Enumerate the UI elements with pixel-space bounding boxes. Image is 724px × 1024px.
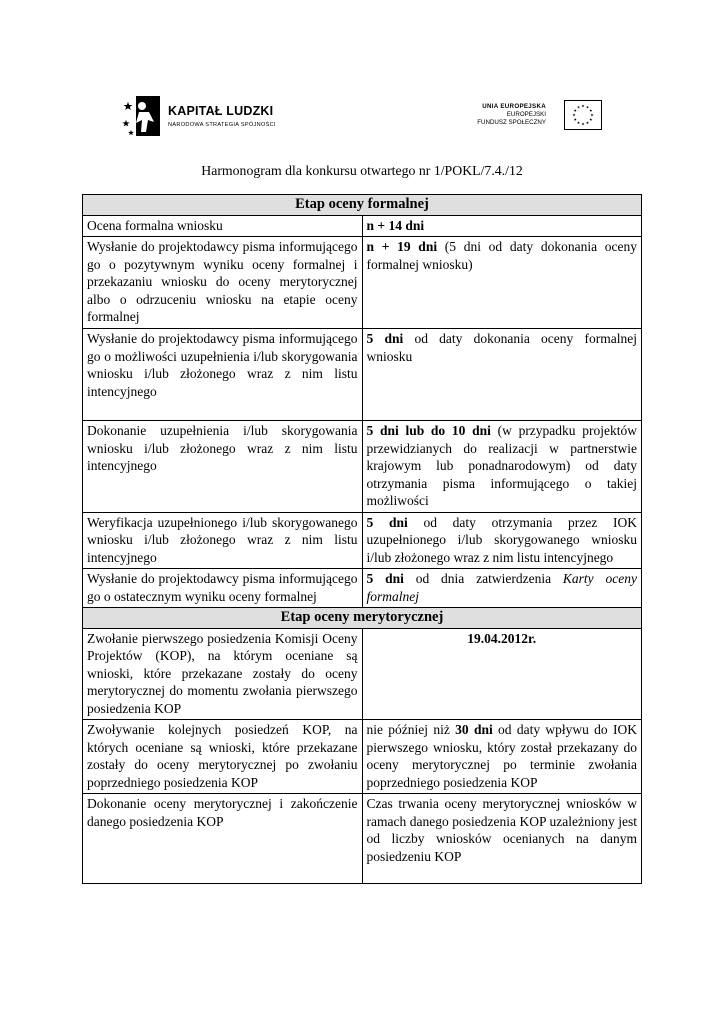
table-row (83, 720, 642, 794)
eu-logo-text (477, 103, 546, 127)
document-title: Harmonogram dla konkursu otwartego nr 1/POKL/7.4./12 (201, 163, 523, 178)
deadline-bold: 5 dni (366, 331, 404, 346)
table-row (83, 628, 642, 720)
schedule-table (82, 194, 642, 884)
step-cell: Wysłanie do projektodawcy pisma informującego go o możliwości uzupełnienia i/lub skorygowania wniosku i/lub złożonego wraz z nim listu intencyjnego (83, 329, 363, 421)
step-cell: Ocena formalna wniosku (83, 215, 363, 237)
deadline-cell (362, 628, 642, 720)
deadline-cell (362, 569, 642, 608)
deadline-bold: 19.04.2012r. (467, 630, 537, 646)
deadline-text: od daty dokonania oceny formalnej wniosku (366, 331, 637, 364)
step-cell: Weryfikacja uzupełnionego i/lub skorygowanego wniosku i/lub złożonego wraz z nim listu intencyjnego (83, 512, 363, 569)
deadline-bold: 30 dni (455, 722, 493, 737)
table-row (83, 569, 642, 608)
eu-line-1: UNIA EUROPEJSKA (482, 103, 546, 110)
deadline-cell (362, 512, 642, 569)
deadline-text: od daty wpływu do IOK pierwszego wniosku, który został przekazany do oceny merytorycznej po terminie zwołania poprzedniego posiedzenia KOP (366, 722, 637, 790)
table-row (83, 215, 642, 237)
deadline-cell (362, 215, 642, 237)
deadline-text: (5 dni od daty dokonania oceny formalnej wniosku) (366, 239, 637, 272)
deadline-text: (w przypadku projektów przewidzianych do realizacji w partnerstwie krajowym lub ponadnarodowym) od daty otrzymania pisma informującego o takiej możliwości (366, 423, 637, 508)
step-cell: Dokonanie uzupełnienia i/lub skorygowania wniosku i/lub złożonego wraz z nim listu intencyjnego (83, 421, 363, 513)
kapital-ludzki-mark-icon (122, 92, 162, 140)
deadline-bold: 5 dni lub do 10 dni (366, 423, 491, 438)
deadline-text: od dnia zatwierdzenia (403, 571, 563, 586)
deadline-bold: 5 dni (366, 571, 404, 586)
deadline-cell (362, 237, 642, 329)
eu-line-3: FUNDUSZ SPOŁECZNY (477, 119, 546, 126)
kapital-ludzki-logo (122, 92, 292, 140)
deadline-text: od daty otrzymania przez IOK uzupełnionego i/lub skorygowanego wniosku i/lub złożonego wraz z nim listu intencyjnego (366, 514, 637, 565)
section-heading: Etap oceny formalnej (83, 195, 642, 216)
table-row (83, 421, 642, 513)
deadline-bold: n + 19 dni (366, 239, 438, 254)
table-row (83, 237, 642, 329)
step-cell: Wysłanie do projektodawcy pisma informującego go o pozytywnym wyniku oceny formalnej i przekazaniu wniosku do oceny merytorycznej albo o odrzuceniu wniosku na etapie oceny formalnej (83, 237, 363, 329)
deadline-italic: Karty oceny formalnej (366, 571, 637, 604)
section-heading: Etap oceny merytorycznej (83, 608, 642, 629)
table-row (83, 329, 642, 421)
deadline-bold: 5 dni (366, 514, 408, 530)
logo-title: KAPITAŁ LUDZKI (168, 104, 274, 118)
deadline-text: Czas trwania oceny merytorycznej wniosków w ramach danego posiedzenia KOP uzależniony jest od liczby wniosków ocenianych na danym posiedzeniu KOP (366, 796, 637, 864)
logo-subtitle: NARODOWA STRATEGIA SPÓJNOŚCI (168, 122, 276, 128)
step-cell: Dokonanie oceny merytorycznej i zakończenie danego posiedzenia KOP (83, 794, 363, 884)
step-cell: Zwoływanie kolejnych posiedzeń KOP, na których oceniane są wnioski, które przekazane zostały do oceny merytorycznej po zwołaniu poprzedniego posiedzenia KOP (83, 720, 363, 794)
deadline-cell (362, 421, 642, 513)
section-header-row (83, 195, 642, 216)
deadline-cell (362, 329, 642, 421)
step-cell: Zwołanie pierwszego posiedzenia Komisji Oceny Projektów (KOP), na którym oceniane są wnioski, które przekazane zostały do oceny merytorycznej do momentu zwołania pierwszego posiedzenia KOP (83, 628, 363, 720)
deadline-cell (362, 720, 642, 794)
eu-line-2: EUROPEJSKI (506, 111, 546, 118)
deadline-cell (362, 794, 642, 884)
eu-flag-icon (564, 100, 602, 130)
step-cell: Wysłanie do projektodawcy pisma informującego go o ostatecznym wyniku oceny formalnej (83, 569, 363, 608)
deadline-bold: n + 14 dni (366, 217, 425, 233)
table-row (83, 794, 642, 884)
section-header-row (83, 608, 642, 629)
deadline-prefix: nie później niż (366, 722, 456, 737)
eu-logo (462, 98, 602, 134)
table-row (83, 512, 642, 569)
